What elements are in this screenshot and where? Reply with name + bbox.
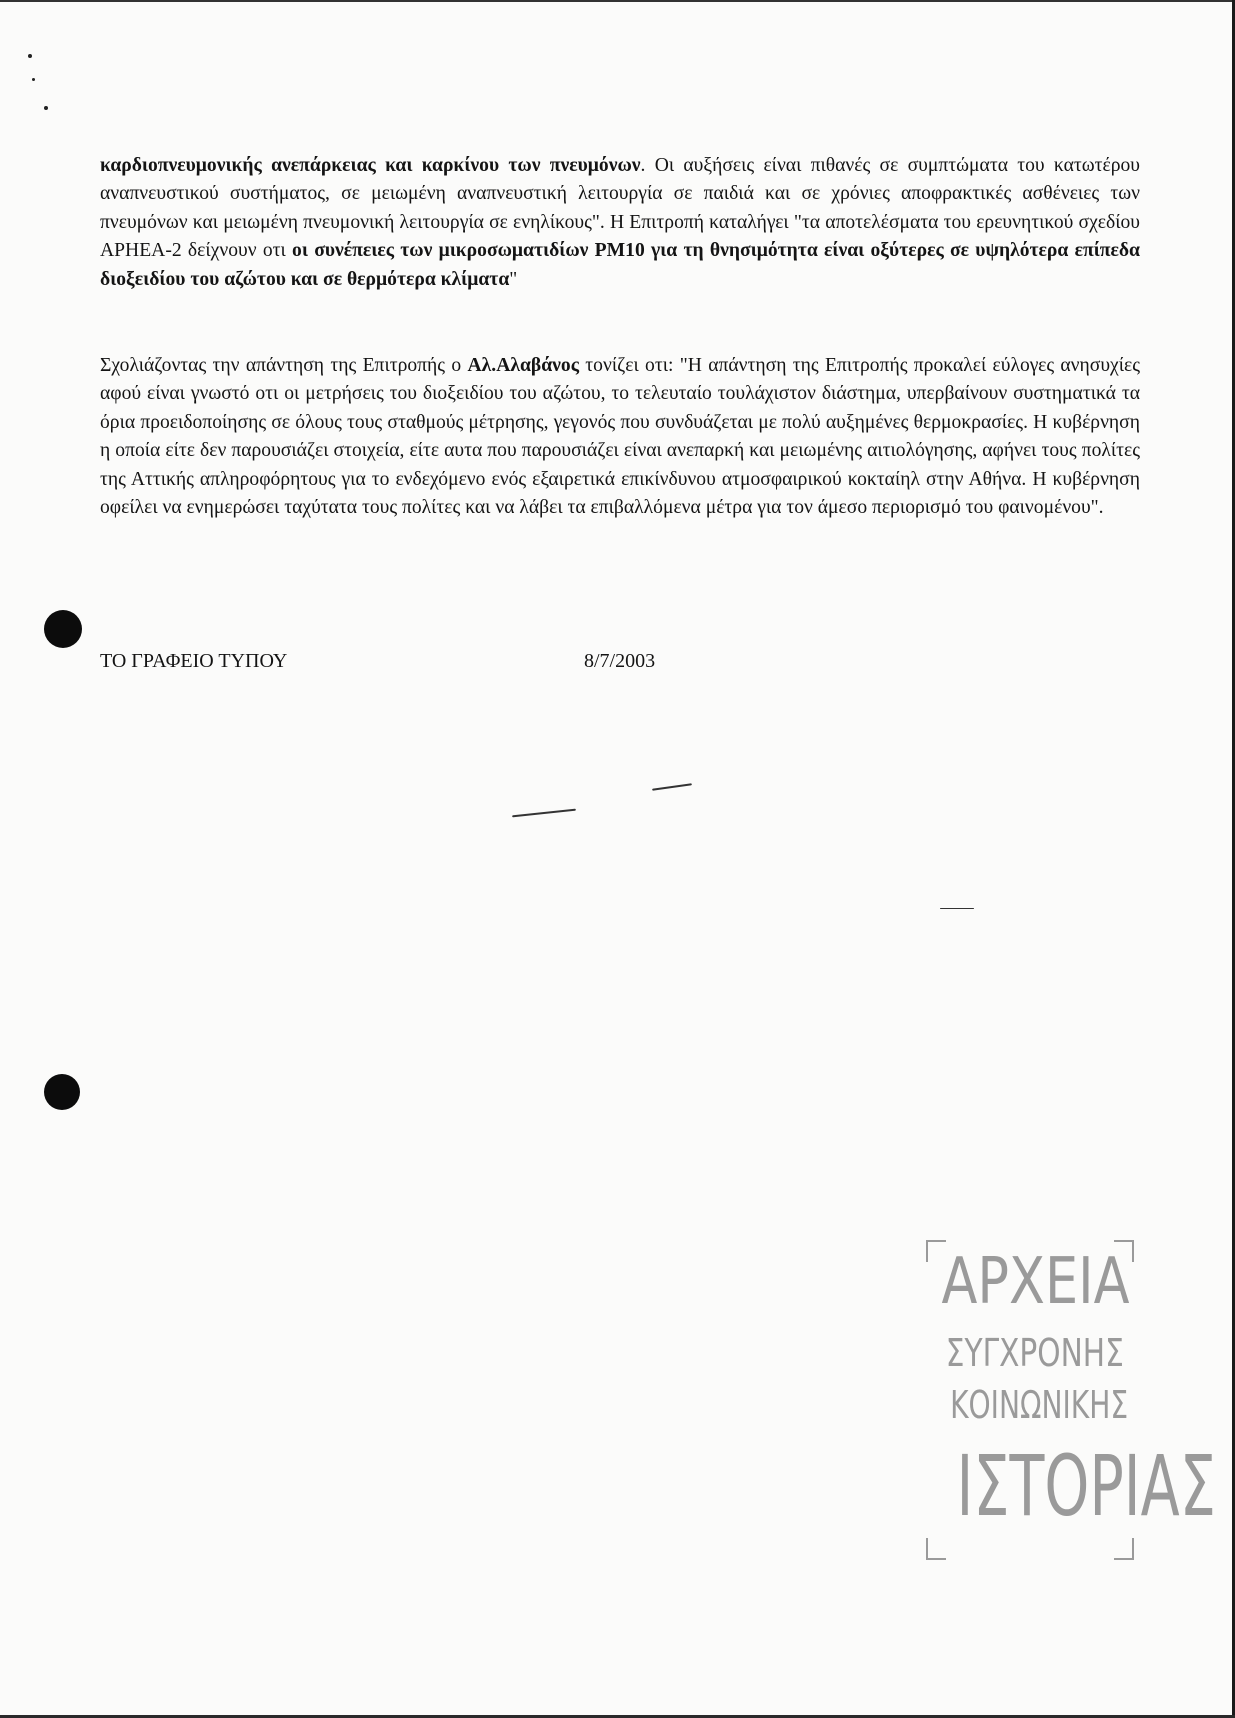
- bold-phrase-opening: καρδιοπνευμονικής ανεπάρκειας και καρκίνου των πνευμόνων: [100, 155, 641, 176]
- scan-edge-top: [0, 0, 1235, 2]
- paragraph-2-quote: τονίζει οτι: "Η απάντηση της Επιτροπής προκαλεί εύλογες ανησυχίες αφού είναι γνωστό οτι οι μετρήσεις του διοξειδίου του αζώτου, το τελευταίο τουλάχιστον διάστημα, υπερβαίνουν συστηματικά τα όρια προειδοποίησης σε όλους τους σταθμούς μέτρησης, γεγονός που συνδυάζεται με πολύ αυξημένες θερμοκρασίες. Η κυβέρνηση η οποία είτε δεν παρουσιάζει στοιχεία, είτε αυτα που παρουσιάζει είναι ανεπαρκή και μειωμένης αιτιολόγησης, αφήνει τους πολίτες της Αττικής απληροφόρητους για το ενδεχόμενο ενός εξαιρετικά επικίνδυνου ατμοσφαιρικού κοκταίηλ στην Αθήνα. Η κυβέρνηση οφείλει να ενημερώσει ταχύτατα τους πολίτες και να λάβει τα επιβαλλόμενα μέτρα για τον άμεσο περιορισμό του φαινομένου".: [100, 355, 1140, 519]
- stamp-line-2: ΣΥΓΧΡΟΝΗΣ: [945, 1331, 1124, 1375]
- bold-phrase-conclusion: οι συνέπειες των μικροσωματιδίων PM10 για τη θνησιμότητα είναι οξύτερες σε υψηλότερα επίπεδα διοξειδίου του αζώτου και σε θερμότερα κλίματα: [100, 240, 1140, 290]
- stamp-bracket: [1114, 1558, 1134, 1560]
- paragraph-1: [100, 152, 1140, 294]
- scan-speck: [44, 106, 48, 110]
- bold-name: Αλ.Αλαβάνος: [467, 355, 579, 376]
- stamp-line-1: ΑΡΧΕΙΑ: [941, 1245, 1130, 1319]
- stamp-bracket: [926, 1240, 946, 1242]
- document-date: 8/7/2003: [584, 650, 656, 672]
- archive-stamp: [922, 1238, 1216, 1564]
- punch-hole: [44, 610, 82, 648]
- scan-smudge: [940, 908, 974, 909]
- paragraph-2-intro: Σχολιάζοντας την απάντηση της Επιτροπής ο: [100, 355, 468, 376]
- paragraph-2: [100, 352, 1140, 522]
- stamp-bracket: [926, 1538, 928, 1560]
- scan-smudge: [512, 809, 576, 818]
- stamp-bracket: [926, 1558, 946, 1560]
- punch-hole: [44, 1074, 80, 1110]
- stamp-line-3: ΚΟΙΝΩΝΙΚΗΣ: [950, 1383, 1129, 1427]
- paragraph-1-closing-quote: ": [509, 268, 518, 290]
- stamp-bracket: [1132, 1240, 1134, 1262]
- stamp-line-4: ΙΣΤΟΡΙΑΣ: [956, 1437, 1216, 1535]
- scan-speck: [32, 78, 35, 81]
- stamp-bracket: [1132, 1538, 1134, 1560]
- stamp-bracket: [1114, 1240, 1134, 1242]
- paragraph-1-main-text: . Οι αυξήσεις είναι πιθανές σε συμπτώματα του κατωτέρου αναπνευστικού συστήματος, σε μειωμένη αναπνευστική λειτουργία σε παιδιά και σε χρόνιες αποφρακτικές ασθένειες των πνευμόνων και μειωμένη πνευμονική λειτουργία σε ενηλίκους". Η Επιτροπή καταλήγει "τα αποτελέσματα του ερευνητικού σχεδίου APHEA-2 δείχνουν οτι: [100, 155, 1140, 262]
- scan-smudge: [652, 783, 692, 791]
- stamp-bracket: [926, 1240, 928, 1262]
- press-office-signature: ΤΟ ΓΡΑΦΕΙΟ ΤΥΠΟΥ: [100, 650, 288, 672]
- scan-speck: [28, 54, 32, 58]
